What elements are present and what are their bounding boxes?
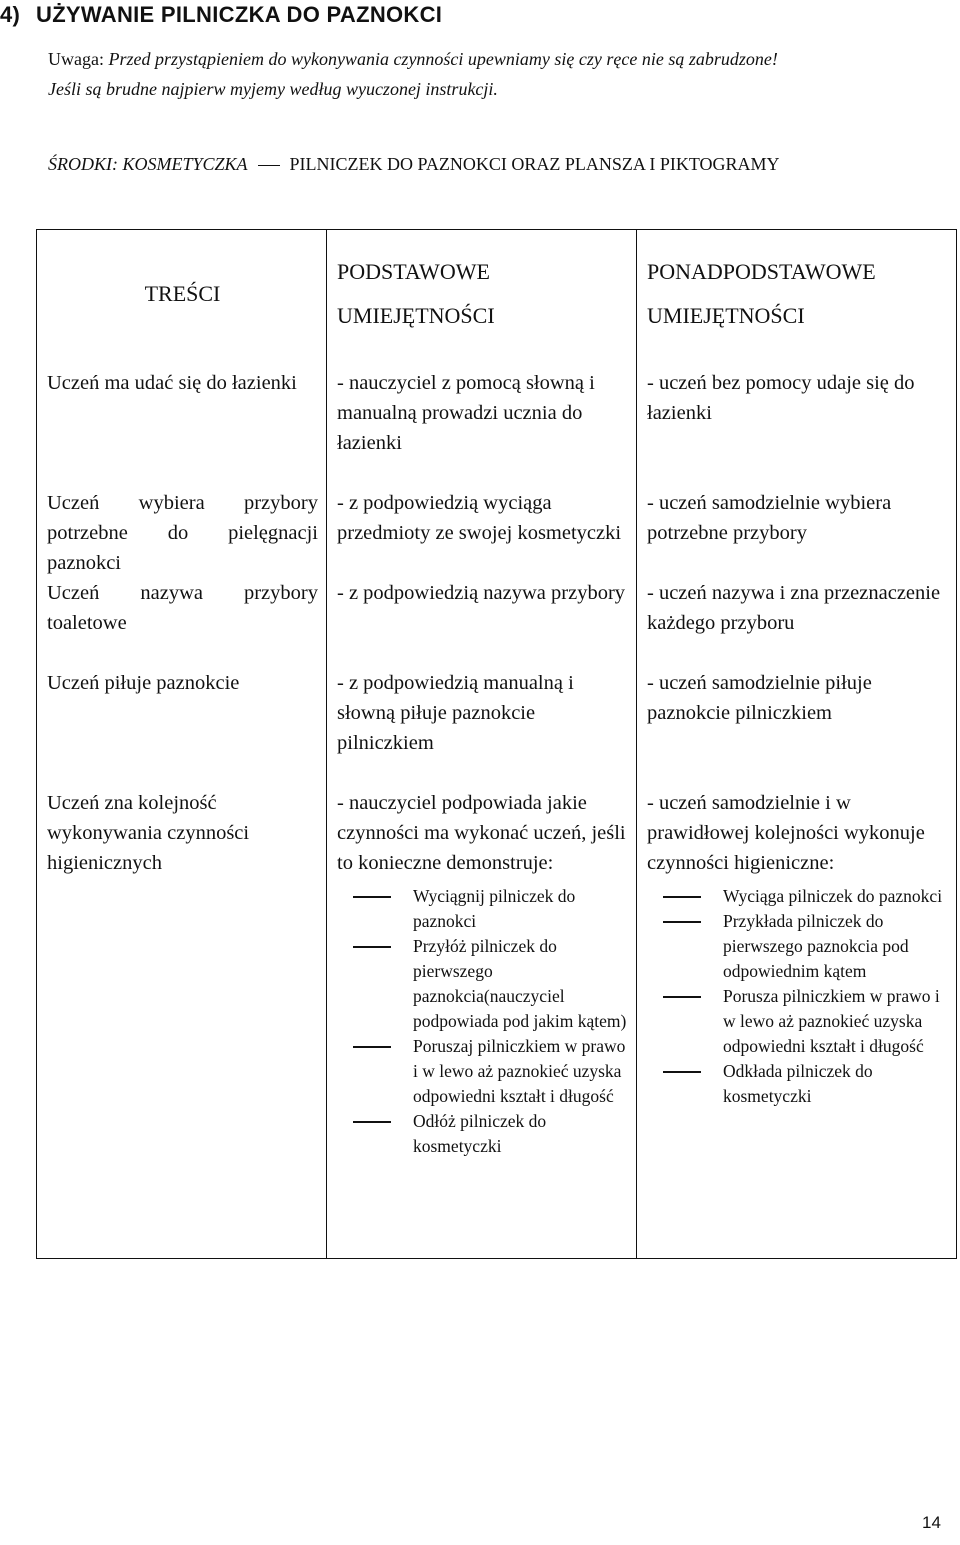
- row3-content: Uczeń nazywa przybory toaletowe: [37, 578, 327, 668]
- row3-basic: - z podpowiedzią nazywa przybory: [327, 578, 637, 668]
- note-text-2: Jeśli są brudne najpierw myjemy według wyuczonej instrukcji.: [48, 79, 498, 99]
- table-row: [37, 368, 957, 488]
- list-item: Poruszaj pilniczkiem w prawo i w lewo aż paznokieć uzyska odpowiedni kształt i długość: [337, 1034, 628, 1109]
- table-row: [37, 668, 957, 788]
- list-item: Przyłóż pilniczek do pierwszego paznokcia(nauczyciel podpowiada pod jakim kątem): [337, 934, 628, 1034]
- row2-content: Uczeń wybiera przybory potrzebne do pielęgnacji paznokci: [37, 488, 327, 578]
- tools-line: [48, 154, 780, 175]
- header-basic: [327, 230, 637, 369]
- list-item: Odkłada pilniczek do kosmetyczki: [647, 1059, 948, 1109]
- row2-basic: - z podpowiedzią wyciąga przedmioty ze swojej kosmetyczki: [327, 488, 637, 578]
- section-title-text: UŻYWANIE PILNICZKA DO PAZNOKCI: [36, 2, 443, 27]
- advanced-steps-list: [647, 884, 948, 1109]
- tools-dash: [258, 165, 280, 166]
- table-row: [37, 788, 957, 1259]
- header-advanced-line2: UMIEJĘTNOŚCI: [647, 303, 805, 328]
- skills-table: [36, 229, 957, 1259]
- note-prefix: Uwaga:: [48, 49, 109, 69]
- row5-advanced-text: - uczeń samodzielnie i w prawidłowej kolejności wykonuje czynności higieniczne:: [647, 792, 925, 874]
- row4-basic: - z podpowiedzią manualną i słowną piłuje paznokcie pilniczkiem: [327, 668, 637, 788]
- basic-steps-list: [337, 884, 628, 1159]
- list-item: Porusza pilniczkiem w prawo i w lewo aż paznokieć uzyska odpowiedni kształt i długość: [647, 984, 948, 1059]
- page-number: 14: [922, 1513, 941, 1532]
- list-item: Przykłada pilniczek do pierwszego paznokcia pod odpowiednim kątem: [647, 909, 948, 984]
- table-row: [37, 578, 957, 668]
- header-basic-line1: PODSTAWOWE: [337, 259, 490, 284]
- tools-label: ŚRODKI: KOSMETYCZKA: [48, 154, 248, 174]
- header-content-label: TREŚCI: [144, 281, 221, 306]
- warning-note: [48, 44, 948, 104]
- header-advanced: [637, 230, 957, 369]
- row1-basic: - nauczyciel z pomocą słowną i manualną prowadzi ucznia do łazienki: [327, 368, 637, 488]
- row1-advanced: - uczeń bez pomocy udaje się do łazienki: [637, 368, 957, 488]
- row4-advanced: - uczeń samodzielnie piłuje paznokcie pilniczkiem: [637, 668, 957, 788]
- list-item: Wyciąga pilniczek do paznokci: [647, 884, 948, 909]
- tools-text: PILNICZEK DO PAZNOKCI ORAZ PLANSZA I PIKTOGRAMY: [289, 154, 780, 174]
- list-item: Odłóż pilniczek do kosmetyczki: [337, 1109, 628, 1159]
- header-content: [37, 230, 327, 369]
- row3-advanced: - uczeń nazywa i zna przeznaczenie każdego przyboru: [637, 578, 957, 668]
- table-row: [37, 488, 957, 578]
- row5-basic-text: - nauczyciel podpowiada jakie czynności ma wykonać uczeń, jeśli to konieczne demonstruje:: [337, 792, 626, 874]
- row4-content: Uczeń piłuje paznokcie: [37, 668, 327, 788]
- header-advanced-line1: PONADPODSTAWOWE: [647, 259, 876, 284]
- row2-advanced: - uczeń samodzielnie wybiera potrzebne przybory: [637, 488, 957, 578]
- row5-advanced: [637, 788, 957, 1259]
- row5-content: Uczeń zna kolejność wykonywania czynności higienicznych: [37, 788, 327, 1259]
- section-title: [0, 2, 442, 28]
- list-item: Wyciągnij pilniczek do paznokci: [337, 884, 628, 934]
- row1-content: Uczeń ma udać się do łazienki: [37, 368, 327, 488]
- header-basic-line2: UMIEJĘTNOŚCI: [337, 303, 495, 328]
- row5-basic: [327, 788, 637, 1259]
- table-header-row: [37, 230, 957, 369]
- section-number: 4): [0, 2, 21, 27]
- note-text-1: Przed przystąpieniem do wykonywania czynności upewniamy się czy ręce nie są zabrudzone!: [108, 49, 778, 69]
